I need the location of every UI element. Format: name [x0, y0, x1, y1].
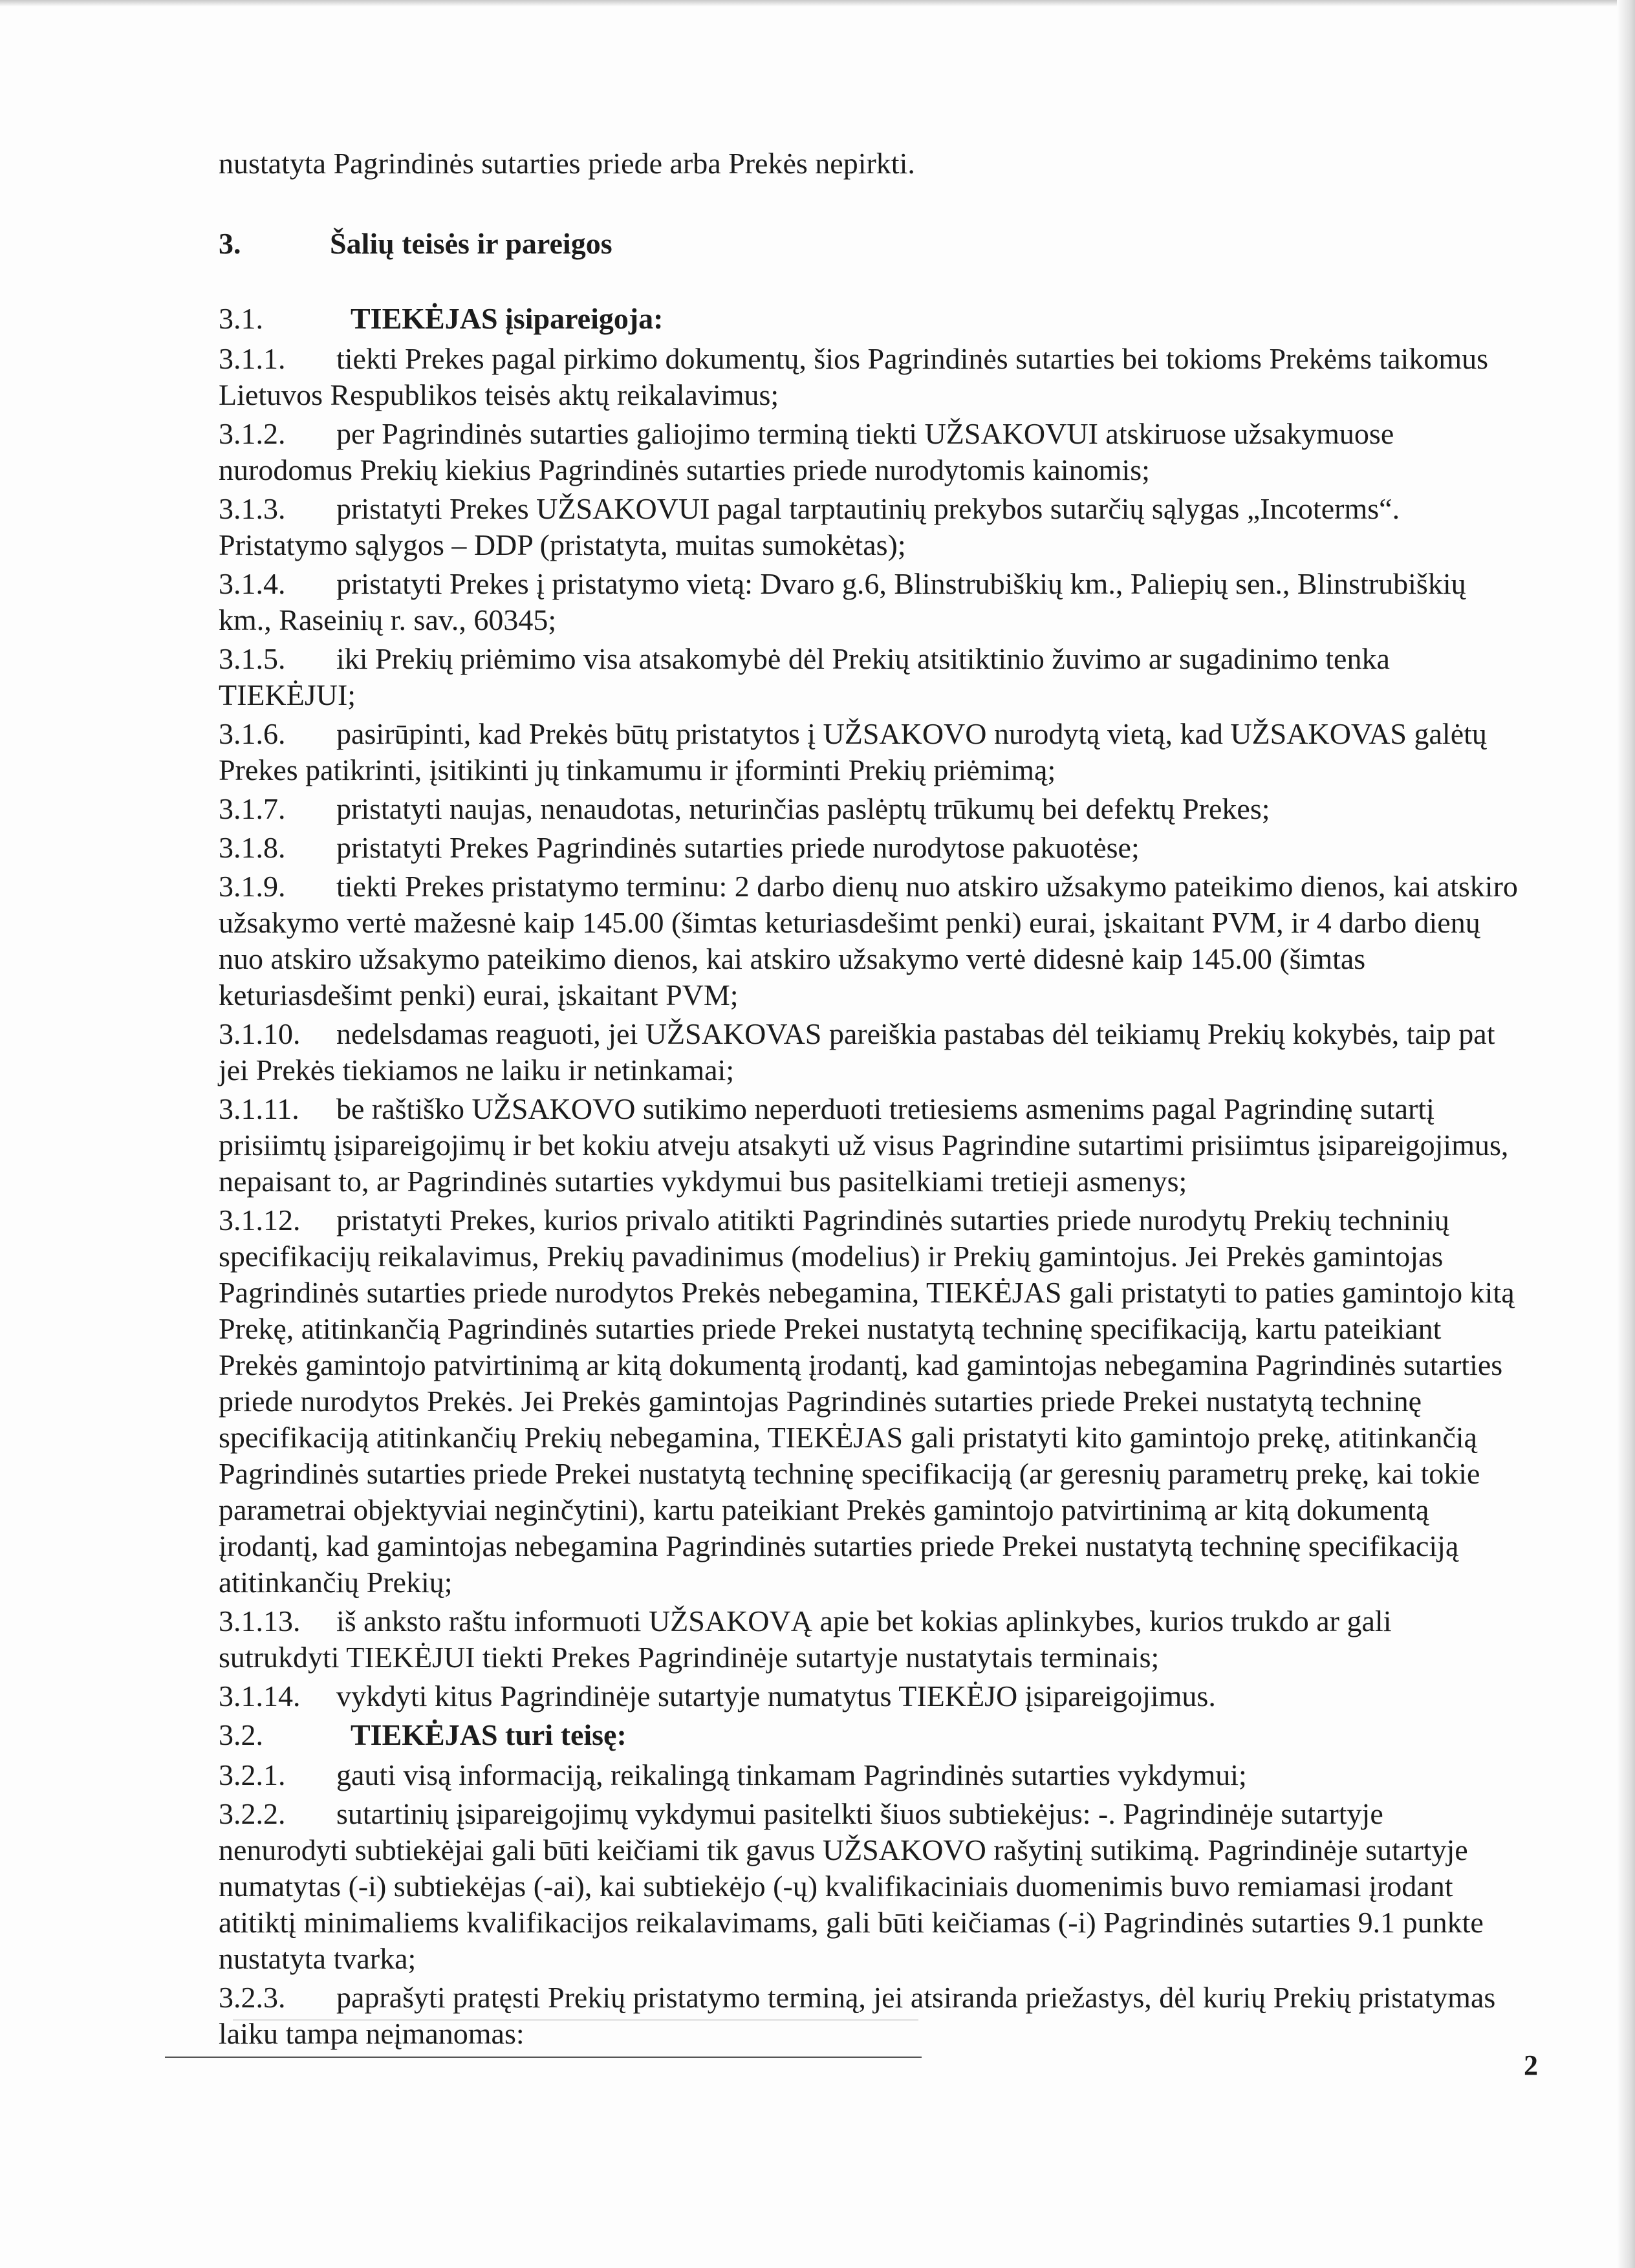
clause-text: tiekti Prekes pagal pirkimo dokumentų, šios Pagrindinės sutarties bei tokioms Prekėms taikomus Lietuvos Respublikos teisės aktų reikalavimus;	[219, 342, 1489, 411]
clause-number: 3.1.2.	[219, 417, 286, 450]
subsection-3-1-heading	[219, 301, 1519, 337]
subsection-3-2-heading	[219, 1717, 1519, 1753]
section-heading	[219, 226, 1519, 262]
clause	[219, 1757, 1519, 1793]
subsection-number: 3.2.	[219, 1718, 263, 1751]
clause-number: 3.1.3.	[219, 492, 286, 525]
clause	[219, 1202, 1519, 1601]
clause-number: 3.1.9.	[219, 870, 286, 903]
clause-number: 3.1.14.	[219, 1679, 301, 1712]
clause-text: pristatyti Prekes į pristatymo vietą: Dvaro g.6, Blinstrubiškių km., Paliepių sen., Blinstrubiškių km., Raseinių r. sav., 60345;	[219, 567, 1466, 636]
clause	[219, 1678, 1519, 1714]
clause	[219, 566, 1519, 638]
section-title: Šalių teisės ir pareigos	[330, 227, 612, 260]
intro-line: nustatyta Pagrindinės sutarties priede arba Prekės nepirkti.	[219, 147, 915, 180]
subsection-title: TIEKĖJAS įsipareigoja:	[351, 302, 664, 335]
clause	[219, 491, 1519, 563]
clause-text: vykdyti kitus Pagrindinėje sutartyje numatytus TIEKĖJO įsipareigojimus.	[336, 1679, 1216, 1712]
scan-top-shadow	[0, 0, 1635, 6]
clause-number: 3.1.12.	[219, 1204, 301, 1237]
subsection-title: TIEKĖJAS turi teisę:	[351, 1718, 627, 1751]
clause-number: 3.1.4.	[219, 567, 286, 600]
clause-number: 3.1.13.	[219, 1604, 301, 1637]
clause	[219, 416, 1519, 488]
clause-text: iš anksto raštu informuoti UŽSAKOVĄ apie bet kokias aplinkybes, kurios trukdo ar gali sutrukdyti TIEKĖJUI tiekti Prekes Pagrindinėje sutartyje nustatytais terminais;	[219, 1604, 1392, 1674]
clause	[219, 1091, 1519, 1200]
clause-number: 3.1.10.	[219, 1017, 301, 1050]
clause-number: 3.1.1.	[219, 342, 286, 375]
clause-text: tiekti Prekes pristatymo terminu: 2 darbo dienų nuo atskiro užsakymo pateikimo dienos, kai atskiro užsakymo vertė mažesnė kaip 145.00 (šimtas keturiasdešimt penki) eurai, įskaitant PVM, ir 4 darbo dienų nuo atskiro užsakymo pateikimo dienos, kai atskiro užsakymo vertė didesnė kaip 145.00 (šimtas keturiasdešimt penki) eurai, įskaitant PVM;	[219, 870, 1518, 1011]
clause-text: pristatyti naujas, nenaudotas, neturinčias paslėptų trūkumų bei defektų Prekes;	[336, 792, 1270, 825]
clause-text: be raštiško UŽSAKOVO sutikimo neperduoti tretiesiems asmenims pagal Pagrindinę sutartį prisiimtų įsipareigojimų ir bet kokiu atveju atsakyti už visus Pagrindine sutartimi prisiimtus įsipareigojimus, nepaisant to, ar Pagrindinės sutarties vykdymui bus pasitelkiami tretieji asmenys;	[219, 1092, 1509, 1198]
clause-text: iki Prekių priėmimo visa atsakomybė dėl Prekių atsitiktinio žuvimo ar sugadinimo tenka TIEKĖJUI;	[219, 642, 1390, 711]
clause-list-3-2	[219, 1757, 1519, 2052]
clause-number: 3.1.8.	[219, 831, 286, 864]
clause-text: pristatyti Prekes UŽSAKOVUI pagal tarptautinių prekybos sutarčių sąlygas „Incoterms“. Pristatymo sąlygos – DDP (pristatyta, muitas sumokėtas);	[219, 492, 1400, 561]
clause	[219, 641, 1519, 713]
clause-list-3-1	[219, 341, 1519, 1714]
clause-text: sutartinių įsipareigojimų vykdymui pasitelkti šiuos subtiekėjus: -. Pagrindinėje sutartyje nenurodyti subtiekėjai gali būti keičiami tik gavus UŽSAKOVO rašytinį sutikimą. Pagrindinėje sutartyje numatytas (-i) subtiekėjas (-ai), kai subtiekėjo (-ų) kvalifikaciniais duomenimis buvo remiamasi įrodant atitiktį minimaliems kvalifikacijos reikalavimams, gali būti keičiamas (-i) Pagrindinės sutarties 9.1 punkte nustatyta tvarka;	[219, 1797, 1484, 1975]
clause-text: pristatyti Prekes, kurios privalo atitikti Pagrindinės sutarties priede nurodytų Prekių techninių specifikacijų reikalavimus, Prekių pavadinimus (modelius) ir Prekių gamintojus. Jei Prekės gamintojas Pagrindinės sutarties priede nurodytos Prekės nebegamina, TIEKĖJAS gali pristatyti to paties gamintojo kitą Prekę, atitinkančią Pagrindinės sutarties priede Prekei nustatytą techninę specifikaciją, kartu pateikiant Prekės gamintojo patvirtinimą ar kitą dokumentą įrodantį, kad gamintojas nebegamina Pagrindinės sutarties priede nurodytos Prekės. Jei Prekės gamintojas Pagrindinės sutarties priede Prekei nustatytą techninę specifikaciją atitinkančių Prekių nebegamina, TIEKĖJAS gali pristatyti kito gamintojo prekę, atitinkančią Pagrindinės sutarties priede Prekei nustatytą techninę specifikaciją (ar geresnių parametrų prekę, kai tokie parametrai objektyviai neginčytini), kartu pateikiant Prekės gamintojo patvirtinimą ar kitą dokumentą įrodantį, kad gamintojas nebegamina Pagrindinės sutarties priede Prekei nustatytą techninę specifikaciją atitinkančių Prekių;	[219, 1204, 1515, 1599]
clause-number: 3.2.3.	[219, 1981, 286, 2014]
clause	[219, 1980, 1519, 2052]
clause-number: 3.1.6.	[219, 717, 286, 750]
clause	[219, 791, 1519, 827]
clause-text: per Pagrindinės sutarties galiojimo terminą tiekti UŽSAKOVUI atskiruose užsakymuose nurodomus Prekių kiekius Pagrindinės sutarties priede nurodytomis kainomis;	[219, 417, 1394, 486]
clause	[219, 830, 1519, 866]
clause-text: paprašyti pratęsti Prekių pristatymo terminą, jei atsiranda priežastys, dėl kurių Prekių pristatymas laiku tampa neįmanomas:	[219, 1981, 1496, 2050]
clause	[219, 1603, 1519, 1676]
subsection-number: 3.1.	[219, 302, 263, 335]
clause-number: 3.2.1.	[219, 1758, 286, 1791]
clause-text: pasirūpinti, kad Prekės būtų pristatytos į UŽSAKOVO nurodytą vietą, kad UŽSAKOVAS galėtų Prekes patikrinti, įsitikinti jų tinkamumu ir įforminti Prekių priėmimą;	[219, 717, 1487, 786]
clause	[219, 716, 1519, 788]
clause	[219, 341, 1519, 413]
footer-rule	[165, 2057, 922, 2058]
clause-number: 3.2.2.	[219, 1797, 286, 1830]
clause-text: pristatyti Prekes Pagrindinės sutarties priede nurodytose pakuotėse;	[336, 831, 1140, 864]
page-number: 2	[1524, 2049, 1538, 2081]
clause-number: 3.1.7.	[219, 792, 286, 825]
clause	[219, 869, 1519, 1013]
document-body	[219, 146, 1519, 2055]
clause-number: 3.1.5.	[219, 642, 286, 675]
clause-text: gauti visą informaciją, reikalingą tinkamam Pagrindinės sutarties vykdymui;	[336, 1758, 1247, 1791]
clause	[219, 1016, 1519, 1088]
clause-text: nedelsdamas reaguoti, jei UŽSAKOVAS pareiškia pastabas dėl teikiamų Prekių kokybės, taip pat jei Prekės tiekiamos ne laiku ir netinkamai;	[219, 1017, 1495, 1086]
clause-number: 3.1.11.	[219, 1092, 299, 1125]
scan-right-edge	[1617, 0, 1635, 2268]
section-number: 3.	[219, 227, 241, 260]
clause	[219, 1796, 1519, 1977]
